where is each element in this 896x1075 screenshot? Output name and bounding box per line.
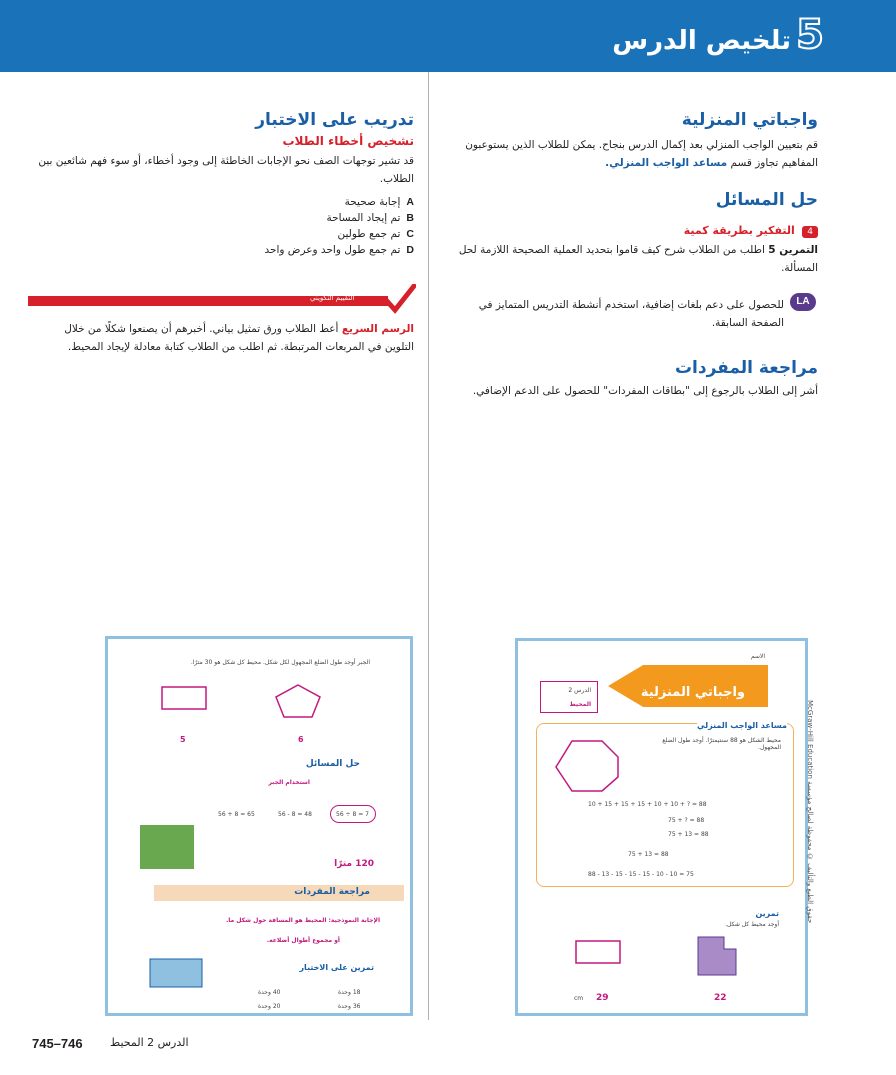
helper-heading: مساعد الواجب المنزلي [697, 721, 787, 730]
homework-heading: واجباتي المنزلية [681, 110, 818, 130]
lesson-box-label: الدرس 2 [568, 687, 591, 694]
vocab-text: أشر إلى الطلاب بالرجوع إلى "بطاقات المفردات" للحصول على الدعم الإضافي. [472, 385, 818, 397]
answer-item: Bتم إيجاد المساحة [326, 212, 414, 224]
language-badge: LA [790, 293, 816, 311]
homework-page-thumbnail [515, 638, 808, 1016]
language-support-text: للحصول على دعم بلغات إضافية، استخدم أنشطة التدريس المتمايز في الصفحة السابقة. [478, 299, 784, 329]
baseball-field-image [140, 825, 194, 869]
publisher-credit: McGraw-Hill Education حقوق الطبع والتأليف © محفوظة لصالح مؤسسة [806, 700, 814, 924]
homework-helper-link[interactable]: مساعد الواجب المنزلي. [605, 157, 728, 169]
diagnose-errors-subheading: تشخيص أخطاء الطلاب [282, 134, 414, 148]
grid-figure [148, 957, 204, 989]
test-option-2: 18 وحدة [338, 989, 361, 996]
baseball-answer: 120 مترًا [334, 859, 374, 869]
quantitative-subheading: التفكير بطريقة كمية [683, 224, 795, 237]
practice-page-thumbnail [105, 636, 413, 1016]
test-practice-heading: تدريب على الاختبار [255, 110, 414, 130]
equation-c: 56 ÷ 8 = 7 [336, 811, 369, 818]
equation-a: 56 + 8 = 65 [218, 811, 255, 818]
checkmark-icon [384, 284, 416, 314]
diagnose-errors-text: قد تشير توجهات الصف نحو الإجابات الخاطئة إلى وجود أخطاء، أو سوء فهم شائعين بين الطلاب. [38, 155, 414, 185]
problem-solving-heading: حل المسائل [715, 190, 818, 210]
formative-assessment-tag: التقييم التكويني [310, 294, 355, 302]
lesson-box [540, 681, 598, 713]
homework-section [453, 110, 818, 172]
test-option-4: 36 وحدة [338, 1003, 361, 1010]
vocab-answer-2: أو مجموع أطوال أضلاعه. [266, 937, 340, 944]
problem-solving-section [453, 190, 818, 277]
practice-answer-1: 29 [596, 993, 609, 1003]
answer-list [34, 194, 414, 258]
practice-heading: تمرين [755, 909, 779, 918]
lesson-title: تلخيص الدرس [612, 26, 791, 56]
test-heading: تمرين على الاختبار [299, 963, 374, 972]
footer-lesson: الدرس 2 المحيط [110, 1036, 189, 1049]
geometry-instructions: الجبر أوجد طول الضلع المجهول لكل شكل. محيط كل شكل هو 30 مترًا. [190, 659, 370, 666]
test-practice-section [34, 110, 414, 258]
exercise-note: التمرين 5 اطلب من الطلاب شرح كيف قاموا بتحديد العملية الصحيحة اللازمة لحل المسألة. [458, 244, 818, 274]
test-option-3: 20 وحدة [258, 1003, 281, 1010]
homework-text: قم بتعيين الواجب المنزلي بعد إكمال الدرس بنجاح. يمكن للطلاب الذين يستوعبون المفاهيم تجاوز قسم مساعد الواجب المنزلي. [465, 139, 818, 169]
geometry-answer-1: 5 [180, 735, 186, 744]
check-equation-1: 75 + 13 = 88 [628, 851, 669, 858]
practice-badge: 4 [802, 226, 818, 238]
rapid-quiz-text: الرسم السريع أعط الطلاب ورق تمثيل بياني. أخبرهم أن يصنعوا شكلًا من خلال التلوين في المربعات المرتبطة. ثم اطلب من الطلاب كتابة معادلة لإيجاد المحيط. [64, 323, 414, 353]
column-divider [428, 72, 429, 1020]
page-numbers: 745–746 [32, 1036, 83, 1051]
rectangle-figure [148, 681, 218, 717]
strategy-label: استخدام الجبر [268, 779, 310, 786]
answer-item: Dتم جمع طول واحد وعرض واحد [264, 244, 414, 256]
banner-title: واجباتي المنزلية [640, 685, 745, 700]
pentagon-figure [268, 681, 328, 721]
equation-1: 10 + 15 + 15 + 15 + 10 + 10 + ? = 88 [588, 801, 707, 808]
rectangle-figure [568, 937, 628, 967]
answer-item: Aإجابة صحيحة [344, 196, 414, 208]
vocab-answer-1: الإجابة النموذجية: المحيط هو المسافة حول شكل ما. [225, 917, 380, 924]
answer-item: Cتم جمع طولين [337, 228, 414, 240]
name-label: الاسم [750, 653, 765, 660]
unit-label: cm [574, 995, 584, 1002]
equation-2: 75 + ? = 88 [668, 817, 705, 824]
lesson-box-sub: المحيط [569, 701, 591, 708]
check-equation-2: 88 - 13 - 15 - 15 - 15 - 10 - 10 = 75 [588, 871, 694, 878]
heptagon-figure [552, 739, 622, 793]
polygon-grid-figure [688, 933, 748, 983]
vocab-heading: مراجعة المفردات [294, 887, 370, 897]
test-option-1: 40 وحدة [258, 989, 281, 996]
problem-solving-heading: حل المسائل [305, 759, 360, 769]
lesson-header [0, 0, 896, 72]
helper-problem: محيط الشكل هو 88 سنتيمترًا. أوجد طول الضلع المجهول. [662, 737, 781, 751]
equation-b: 56 - 8 = 48 [278, 811, 312, 818]
geometry-answer-2: 6 [298, 735, 304, 744]
vocab-section [453, 358, 818, 400]
lesson-number: 5 [796, 12, 824, 58]
equation-3: 75 + 13 = 88 [668, 831, 709, 838]
vocab-heading: مراجعة المفردات [674, 358, 818, 378]
practice-answer-2: 22 [714, 993, 727, 1003]
practice-instructions: أوجد محيط كل شكل. [725, 921, 779, 928]
